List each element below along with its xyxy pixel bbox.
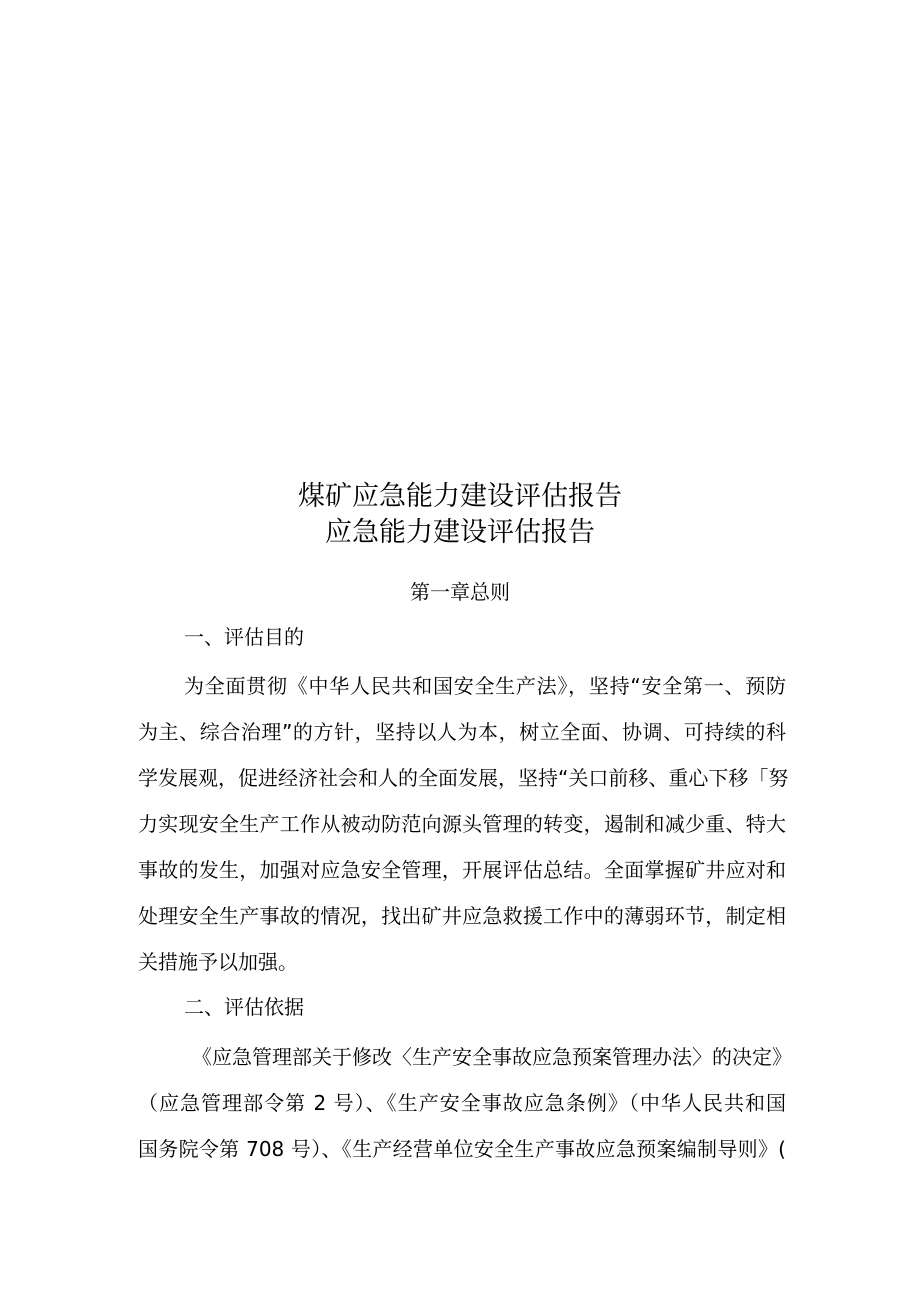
paragraph-line: 关措施予以加强。 — [138, 950, 298, 974]
paragraph-line: 力实现安全生产工作从被动防范向源头管理的转变，遏制和减少重、特大 — [138, 812, 786, 836]
chapter-heading: 第一章总则 — [410, 580, 510, 604]
paragraph-line: 为全面贯彻《中华人民共和国安全生产法》，坚持“安全第一、预防 — [184, 674, 786, 698]
paragraph-basis — [138, 1034, 792, 1172]
document-title: 煤矿应急能力建设评估报告 — [298, 481, 622, 512]
paragraph-line: 《应急管理部关于修改〈生产安全事故应急预案管理办法〉的决定》 — [192, 1045, 792, 1069]
paragraph-line: 为主、综合治理”的方针，坚持以人为本，树立全面、协调、可持续的科 — [138, 720, 786, 744]
section-heading-purpose: 一、评估目的 — [184, 625, 304, 649]
paragraph-line: 事故的发生，加强对应急安全管理，开展评估总结。全面掌握矿井应对和 — [138, 858, 786, 882]
paragraph-line: 国务院令第 708 号）、《生产经营单位安全生产事故应急预案编制导则》( — [138, 1137, 786, 1161]
paragraph-line: 学发展观，促进经济社会和人的全面发展，坚持“关口前移、重心下移「努 — [138, 766, 789, 790]
section-heading-basis: 二、评估依据 — [184, 995, 304, 1019]
document-subtitle: 应急能力建设评估报告 — [325, 517, 595, 548]
paragraph-line: （应急管理部令第 2 号）、《生产安全事故应急条例》（中华人民共和国 — [138, 1091, 786, 1115]
paragraph-line: 处理安全生产事故的情况，找出矿井应急救援工作中的薄弱环节，制定相 — [138, 904, 786, 928]
paragraph-purpose — [138, 663, 789, 985]
